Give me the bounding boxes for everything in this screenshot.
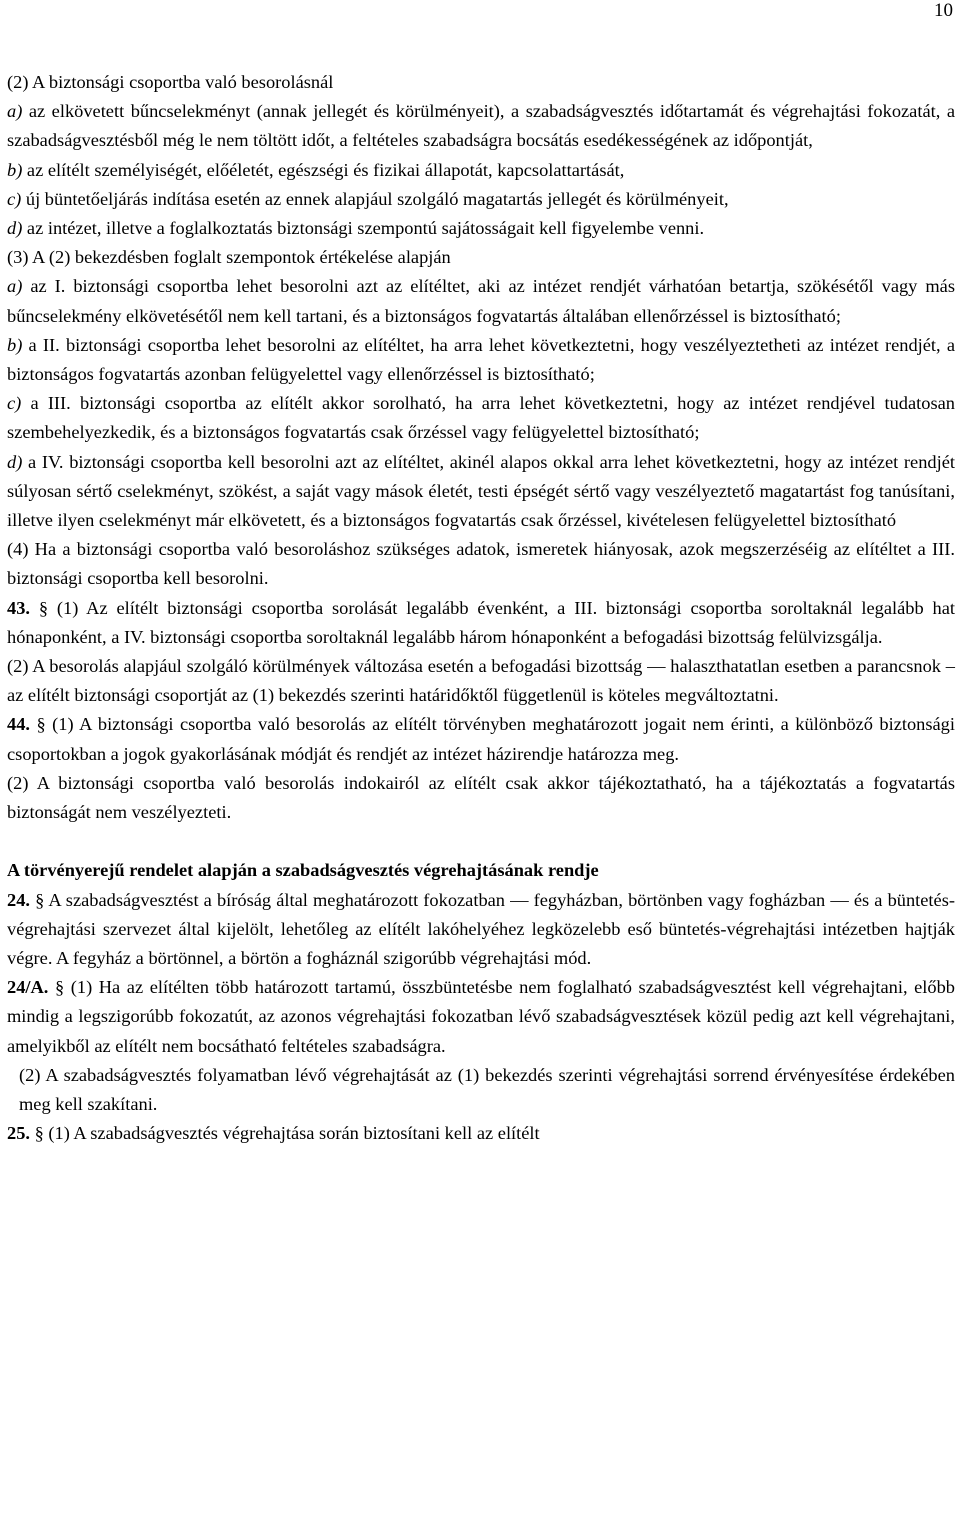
paragraph: [7, 68, 955, 97]
paragraph: [7, 652, 955, 710]
paragraph-text: (2) A biztonsági csoportba való besorolásnál: [7, 72, 334, 92]
paragraph: [7, 214, 955, 243]
paragraph-text: a III. biztonsági csoportba az elítélt akkor sorolható, ha arra lehet következtetni, hogy az intézet rendjével tudatosan szembehelyezkedik, és a biztonságos fogvatartás csak őrzéssel vagy felügyelettel biztosítható;: [7, 393, 955, 443]
paragraph-text: (3) A (2) bekezdésben foglalt szempontok értékelése alapján: [7, 247, 451, 268]
paragraph-marker: a): [7, 101, 23, 122]
paragraph-marker: b): [7, 159, 23, 180]
paragraph-text: (4) Ha a biztonsági csoportba való besoroláshoz szükséges adatok, ismeretek hiányosak, azok megszerzéséig az elítéltet a III. biztonsági csoportba kell besorolni.: [7, 539, 955, 589]
paragraph: [7, 389, 955, 447]
paragraph: [7, 886, 955, 974]
paragraph-group-security-groups: [7, 68, 955, 827]
paragraph-marker: 44.: [7, 714, 30, 735]
paragraph-text: az I. biztonsági csoportba lehet besorolni azt az elítéltet, aki az intézet rendjét várhatóan betartja, szökésétől vagy más bűncselekmény elkövetésétől nem kell tartani, és a biztonságos fogvatartás általában ellenőrzéssel is biztosítható;: [7, 276, 955, 326]
paragraph: [7, 448, 955, 536]
paragraph-text: § (1) A szabadságvesztés végrehajtása során biztosítani kell az elítélt: [30, 1123, 540, 1144]
paragraph-marker: a): [7, 276, 23, 297]
paragraph-text: (2) A szabadságvesztés folyamatban lévő végrehajtását az (1) bekezdés szerinti végrehajtási sorrend érvényesítése érdekében meg kell szakítani.: [19, 1064, 955, 1115]
paragraph-text: a IV. biztonsági csoportba kell besorolni azt az elítéltet, akinél alapos okkal arra lehet következtetni, hogy az intézet rendjét súlyosan sértő cselekményt, szökést, a saját vagy mások életét, testi épségét sértő vagy veszélyeztető magatartást fog tanúsítani, illetve ilyen cselekményt már elkövetett, és a biztonságos fogvatartás csak őrzéssel, kivételesen felügyelettel biztosítható: [7, 451, 955, 531]
paragraph: [7, 594, 955, 652]
paragraph-marker: 43.: [7, 597, 30, 618]
paragraph-marker: 24/A.: [7, 977, 49, 998]
paragraph-group-execution-rules: [7, 886, 955, 1149]
paragraph-text: (2) A besorolás alapjául szolgáló körülmények változása esetén a befogadási bizottság — halaszthatatlan esetben a parancsnok – az elítélt biztonsági csoportját az (1) bekezdés szerinti határidőktől függetlenül is köteles megváltoztatni.: [7, 656, 955, 706]
paragraph-text: § (1) A biztonsági csoportba való besorolás az elítélt törvényben meghatározott jogait nem érinti, a különböző biztonsági csoportokban a jogok gyakorlásának módját és rendjét az intézet házirendje határozza meg.: [7, 714, 955, 764]
paragraph-text: (2) A biztonsági csoportba való besorolás indokairól az elítélt csak akkor tájékoztatható, ha a tájékoztatás a fogvatartás biztonságát nem veszélyezteti.: [7, 772, 955, 823]
paragraph: [7, 97, 955, 155]
paragraph-marker: d): [7, 218, 23, 239]
paragraph-text: az intézet, illetve a foglalkoztatás biztonsági szempontú sajátosságait kell figyelembe venni.: [22, 218, 705, 239]
paragraph: [7, 710, 955, 768]
paragraph-text: új büntetőeljárás indítása esetén az ennek alapjául szolgáló magatartás jellegét és körülményeit,: [21, 188, 729, 209]
paragraph-marker: b): [7, 334, 23, 355]
paragraph: [7, 535, 955, 593]
document-body: [7, 68, 955, 1149]
paragraph-marker: c): [7, 393, 22, 414]
paragraph: [7, 243, 955, 272]
paragraph-marker: c): [7, 188, 22, 209]
paragraph-marker: 24.: [7, 889, 30, 910]
paragraph-text: az elkövetett bűncselekményt (annak jellegét és körülményeit), a szabadságvesztés időtartamát és végrehajtási fokozatát, a szabadságvesztésből még le nem töltött időt, a feltételes szabadságra bocsátás esedékességének az időpontját,: [7, 101, 955, 151]
paragraph: [7, 185, 955, 214]
paragraph: [7, 1061, 955, 1119]
paragraph: [7, 156, 955, 185]
paragraph: [7, 272, 955, 330]
paragraph: [7, 331, 955, 389]
page-number: 10: [934, 0, 953, 21]
paragraph-text: § (1) Ha az elítélten több határozott tartamú, összbüntetésbe nem foglalható szabadságvesztést kell végrehajtani, előbb mindig a legszigorúbb fokozatút, az azonos végrehajtási fokozatban lévő szabadságvesztések közül pedig azt kell végrehajtani, amelyikből az elítélt nem bocsátható feltételes szabadságra.: [7, 977, 955, 1056]
section-heading: A törvényerejű rendelet alapján a szabadságvesztés végrehajtásának rendje: [7, 860, 599, 881]
paragraph: [7, 769, 955, 827]
paragraph-text: § A szabadságvesztést a bíróság által meghatározott fokozatban — fegyházban, börtönben vagy fogházban — és a büntetés-végrehajtási szervezet által kijelölt, lehetőleg az elítélt lakóhelyéhez legközelebb eső büntetés-végrehajtási intézetben hajtják végre. A fegyház a börtönnel, a börtön a fogháznál szigorúbb végrehajtási mód.: [7, 889, 955, 969]
paragraph: [7, 973, 955, 1061]
paragraph-marker: 25.: [7, 1123, 30, 1144]
paragraph: [7, 1119, 955, 1148]
paragraph-text: a II. biztonsági csoportba lehet besorolni az elítéltet, ha arra lehet következtetni, hogy veszélyeztetheti az intézet rendjét, a biztonságos fogvatartás azonban felügyelettel vagy ellenőrzéssel is biztosítható;: [7, 334, 955, 385]
paragraph-text: § (1) Az elítélt biztonsági csoportba sorolását legalább évenként, a III. biztonsági csoportba soroltaknál legalább hat hónaponként, a IV. biztonsági csoportba soroltaknál legalább három hónaponként a befogadási bizottság felülvizsgálja.: [7, 597, 955, 647]
paragraph-text: az elítélt személyiségét, előéletét, egészségi és fizikai állapotát, kapcsolattartását,: [22, 159, 625, 180]
paragraph-marker: d): [7, 451, 23, 472]
